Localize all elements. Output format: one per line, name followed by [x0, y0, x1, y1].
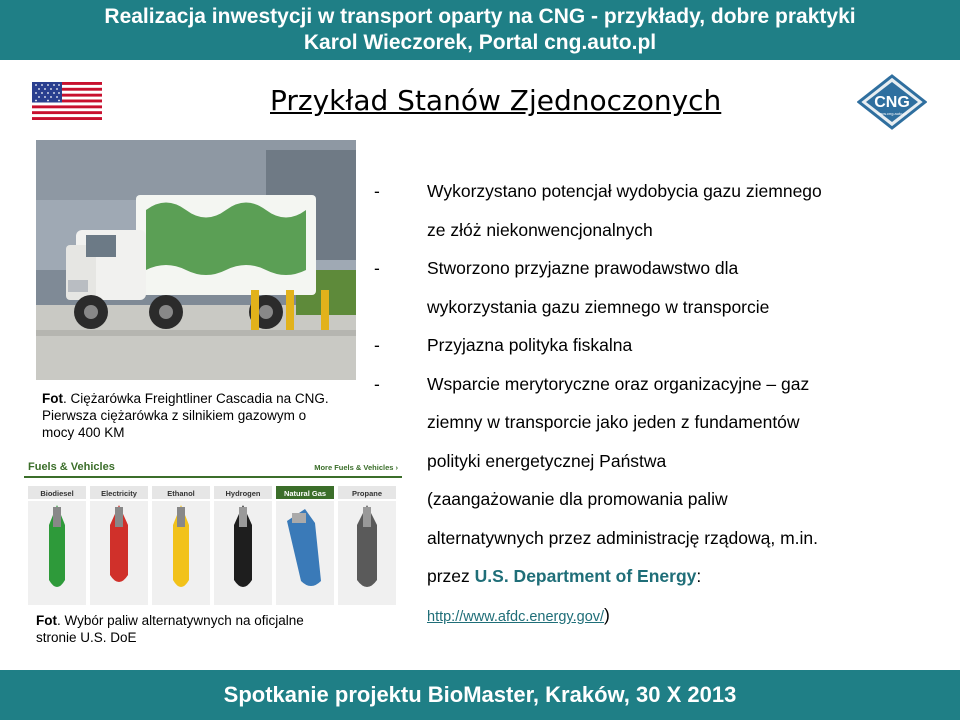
bullet-dash: -	[374, 181, 380, 201]
bullet-text-continued: ziemny w transporcie jako jeden z fundamentów	[427, 412, 800, 432]
logo-text: CNG	[874, 94, 910, 111]
caption-text: . Wybór paliw alternatywnych na oficjalne stronie U.S. DoE	[36, 613, 304, 645]
presentation-author: Karol Wieczorek, Portal cng.auto.pl	[303, 31, 657, 54]
fuel-nozzles-image	[24, 457, 402, 607]
bullet-text: Stworzono przyjazne prawodawstwo dla	[427, 258, 739, 278]
fuels-image-caption	[36, 612, 316, 646]
bullet-text-continued: ze złóż niekonwencjonalnych	[427, 219, 653, 240]
bullet-item	[374, 249, 934, 326]
slide-title: Przykład Stanów Zjednoczonych	[270, 84, 722, 117]
bullet-text: Wykorzystano potencjał wydobycia gazu ziemnego	[427, 181, 822, 201]
fuel-tab-ethanol: Ethanol	[167, 489, 195, 498]
bullet-text-continued: polityki energetycznej Państwa	[427, 450, 667, 471]
footer-text: Spotkanie projektu BioMaster, Kraków, 30 X 2013	[223, 682, 737, 707]
text-segment: przez	[427, 566, 475, 586]
fuel-tab-electricity: Electricity	[101, 489, 137, 498]
fuel-tab-natural-gas: Natural Gas	[283, 489, 327, 498]
bullet-text: Wsparcie merytoryczne oraz organizacyjne – gaz	[427, 373, 810, 394]
fuel-tab-biodiesel: Biodiesel	[40, 489, 74, 498]
fuel-tab-propane: Propane	[351, 489, 383, 498]
bullet-dash: -	[374, 258, 380, 278]
bullet-item	[374, 326, 934, 365]
bullet-text-continued	[427, 557, 934, 596]
truck-photo	[36, 140, 356, 380]
fuels-header-right: More Fuels & Vehicles ›	[314, 463, 398, 472]
bullet-dash: -	[374, 335, 380, 355]
bullet-text-continued: alternatywnych przez administrację rządową, m.in.	[427, 527, 818, 548]
header-bar	[0, 0, 960, 60]
fuels-header-left: Fuels & Vehicles	[28, 461, 115, 473]
logo-subtext: www.cng.auto.pl	[877, 111, 907, 116]
text-segment: :	[696, 566, 702, 586]
truck-photo-caption	[42, 390, 342, 441]
bullet-text-continued: wykorzystania gazu ziemnego w transporcie	[427, 296, 770, 317]
cng-logo-icon	[857, 74, 927, 130]
caption-label: Fot	[36, 613, 57, 628]
footer-bar	[0, 670, 960, 720]
doe-highlight: U.S. Department of Energy	[474, 566, 697, 586]
bullet-item	[374, 172, 934, 249]
bullet-dash: -	[374, 373, 380, 394]
caption-label: Fot	[42, 391, 63, 406]
fuel-tab-hydrogen: Hydrogen	[225, 489, 261, 498]
text-segment: )	[604, 604, 610, 625]
bullet-list	[374, 172, 934, 636]
afdc-link[interactable]: http://www.afdc.energy.gov/	[427, 608, 605, 625]
us-flag-icon	[32, 82, 102, 120]
bullet-text-continued: (zaangażowanie dla promowania paliw	[427, 489, 728, 509]
bullet-text: Przyjazna polityka fiskalna	[427, 335, 633, 355]
bullet-text-continued	[427, 596, 934, 637]
presentation-title: Realizacja inwestycji w transport oparty na CNG - przykłady, dobre praktyki	[104, 5, 856, 28]
bullet-item	[374, 365, 934, 637]
caption-text: . Ciężarówka Freightliner Cascadia na CNG. Pierwsza ciężarówka z silnikiem gazowym o mocy 400 KM	[42, 391, 329, 440]
